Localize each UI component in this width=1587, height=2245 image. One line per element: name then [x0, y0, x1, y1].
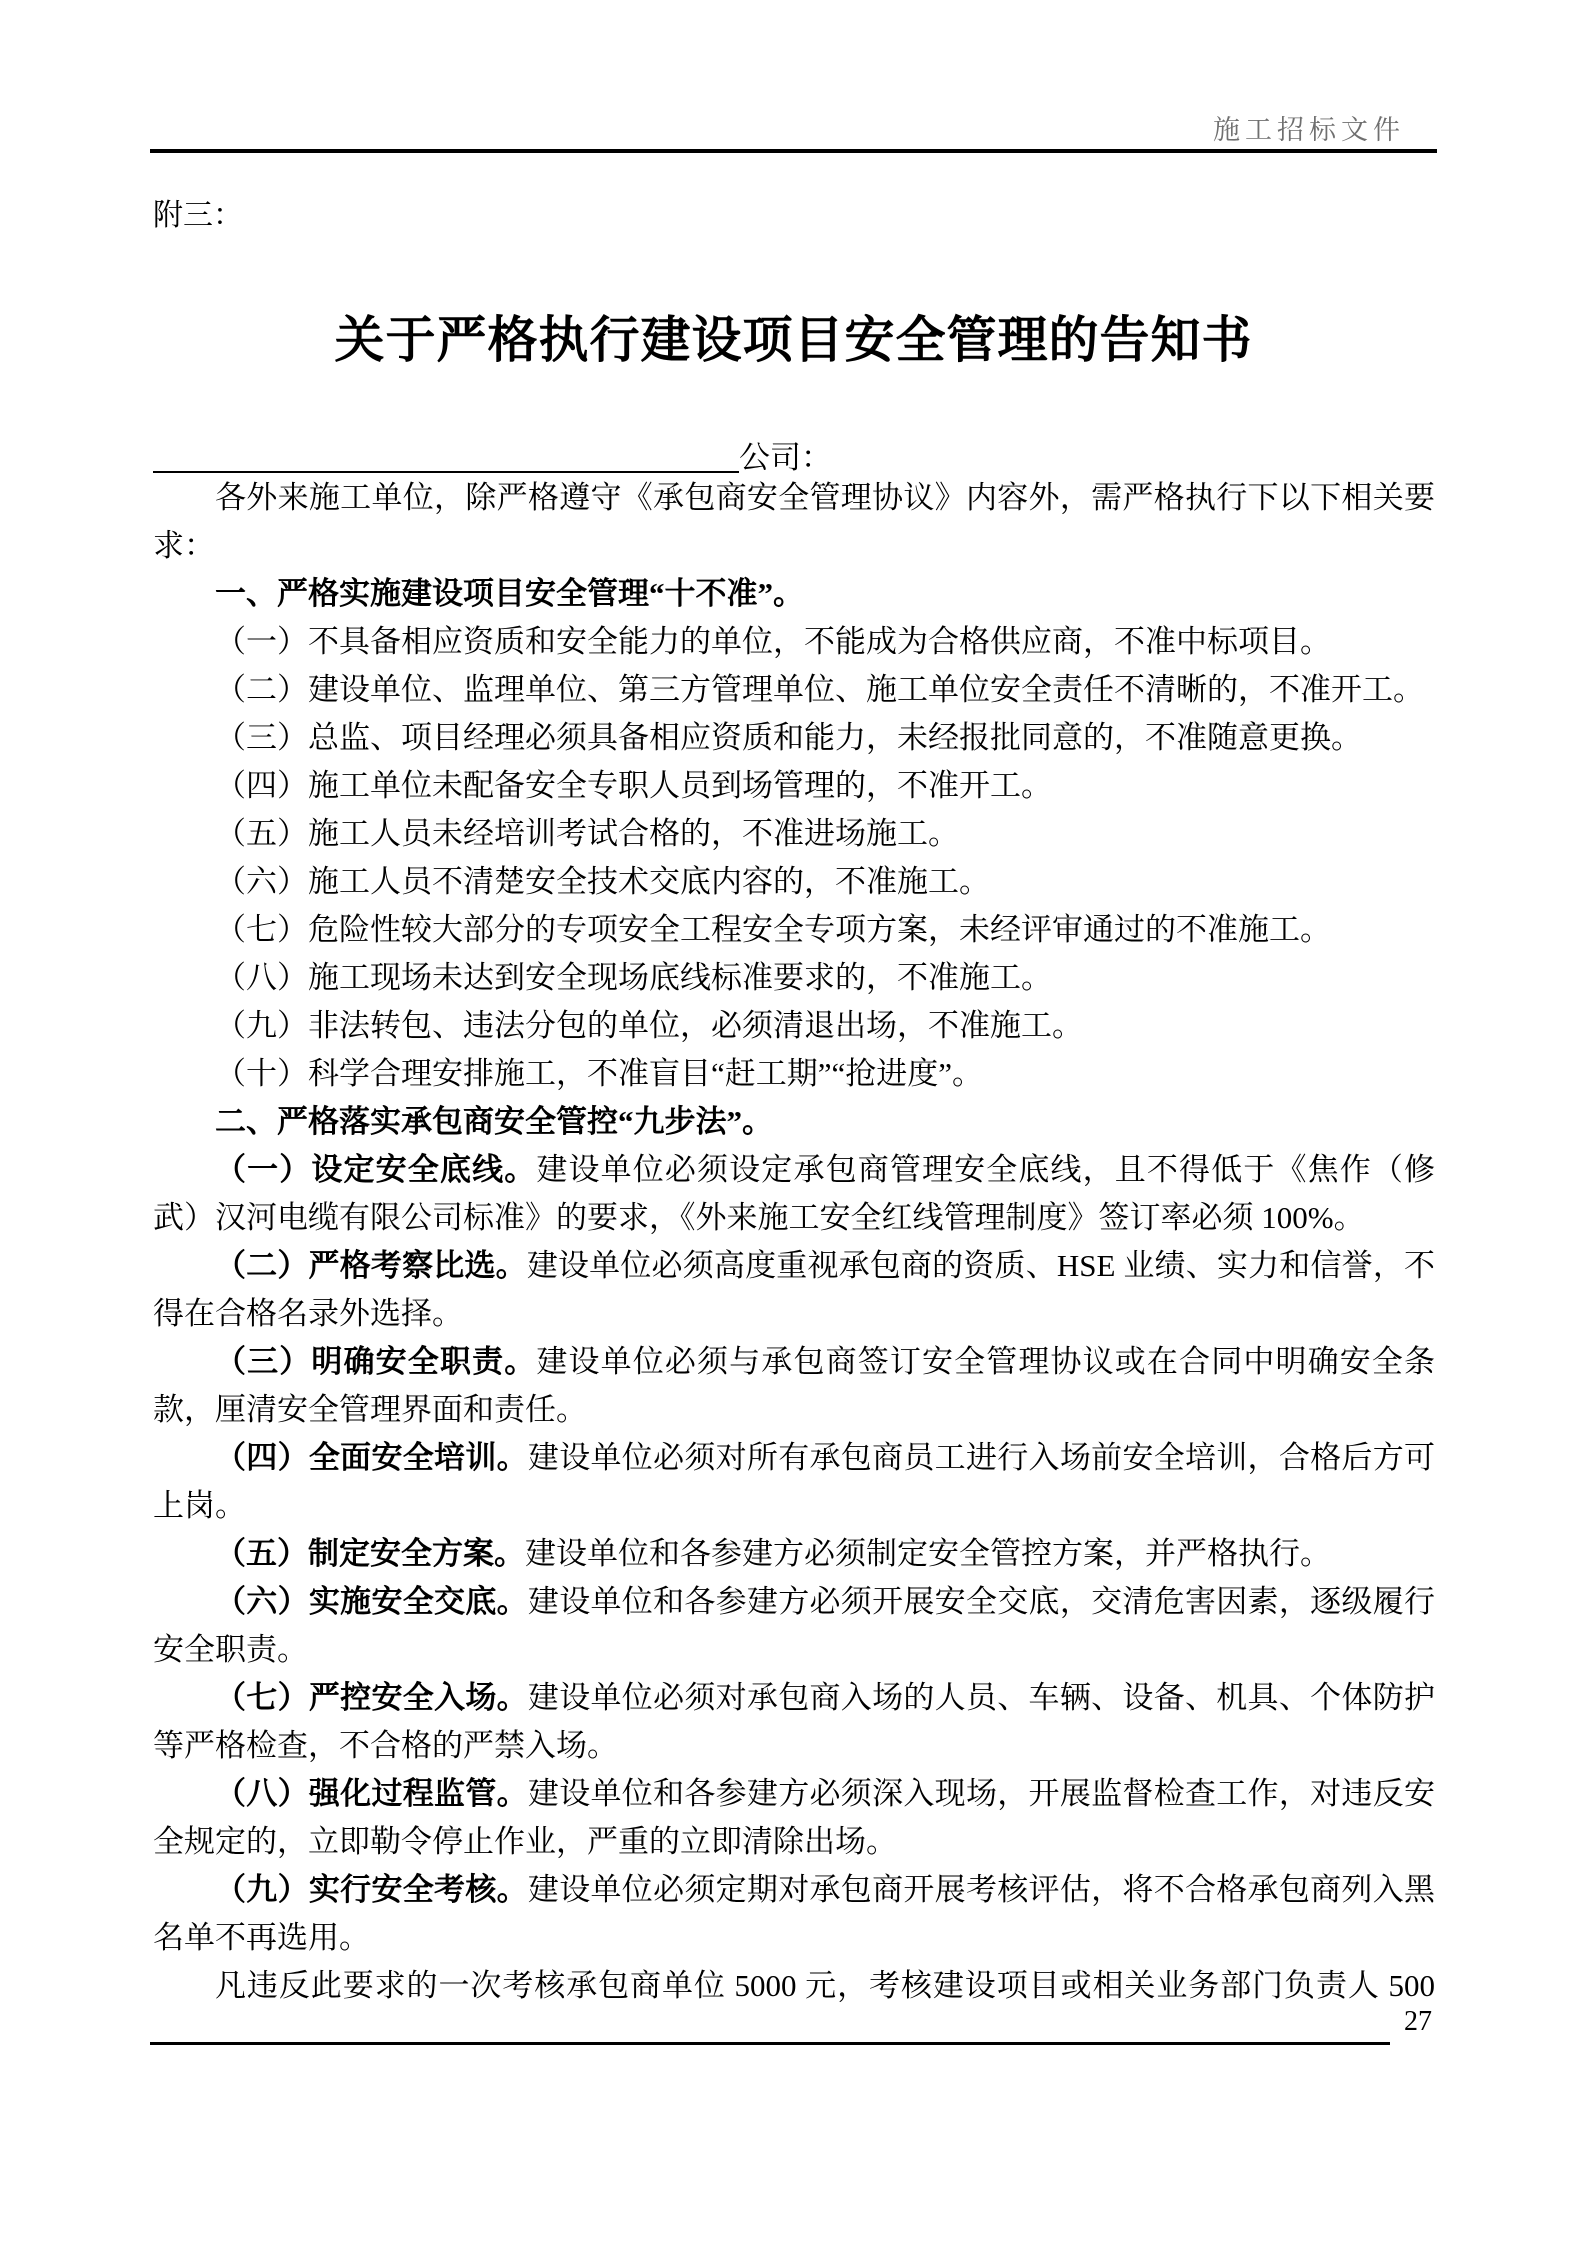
section2-item	[153, 1338, 1435, 1434]
section2-item	[153, 1434, 1435, 1530]
page-number: 27	[1404, 2006, 1432, 2037]
section2-item	[153, 1146, 1435, 1242]
section1-item: （六）施工人员不清楚安全技术交底内容的，不准施工。	[215, 864, 990, 899]
section2-item-body: 建设单位必须与承包商签订安全管理协议或在合同中明确安全条款，厘清安全管理界面和责任。	[153, 1344, 1436, 1427]
section2-item-body: 建设单位和各参建方必须深入现场，开展监督检查工作，对违反安全规定的，立即勒令停止作业，严重的立即清除出场。	[153, 1776, 1436, 1859]
doc-type-label: 施工招标文件	[1213, 115, 1405, 145]
header-rule	[150, 149, 1437, 153]
section2-item-lead: （六）实施安全交底。	[215, 1584, 528, 1619]
section1-item: （三）总监、项目经理必须具备相应资质和能力，未经报批同意的，不准随意更换。	[215, 720, 1362, 755]
page-title: 关于严格执行建设项目安全管理的告知书	[334, 312, 1253, 368]
section2-item-body: 建设单位必须高度重视承包商的资质、HSE 业绩、实力和信誉，不得在合格名录外选择。	[153, 1248, 1436, 1331]
section2-item-lead: （七）严控安全入场。	[215, 1680, 528, 1715]
section2-item-lead: （三）明确安全职责。	[215, 1344, 537, 1379]
footer-rule	[150, 2042, 1390, 2045]
section2-item-body: 建设单位必须设定承包商管理安全底线，且不得低于《焦作（修武）汉河电缆有限公司标准》的要求，《外来施工安全红线管理制度》签订率必须 100%。	[153, 1152, 1436, 1235]
section2-heading: 二、严格落实承包商安全管控“九步法”。	[215, 1104, 773, 1139]
section1-item: （九）非法转包、违法分包的单位，必须清退出场，不准施工。	[215, 1008, 1083, 1043]
section1-item: （一）不具备相应资质和安全能力的单位，不能成为合格供应商，不准中标项目。	[215, 624, 1331, 659]
company-name-blank	[153, 435, 739, 473]
section2-item	[153, 1674, 1435, 1770]
section1-item: （八）施工现场未达到安全现场底线标准要求的，不准施工。	[215, 960, 1052, 995]
section2-item-lead: （二）严格考察比选。	[215, 1248, 527, 1283]
section2-item	[153, 1578, 1435, 1674]
section2-item-lead: （五）制定安全方案。	[215, 1536, 525, 1571]
section2-item	[153, 1866, 1435, 1962]
section2-item	[153, 1770, 1435, 1866]
section2-item-lead: （九）实行安全考核。	[215, 1872, 528, 1907]
salutation-suffix: 公司：	[739, 440, 832, 475]
section1-item: （五）施工人员未经培训考试合格的，不准进场施工。	[215, 816, 959, 851]
closing-paragraph: 凡违反此要求的一次考核承包商单位 5000 元，考核建设项目或相关业务部门负责人 500	[215, 1968, 1435, 2003]
running-header	[150, 108, 1405, 147]
section1-item: （十）科学合理安排施工，不准盲目“赶工期”“抢进度”。	[215, 1056, 984, 1091]
section1-item: （七）危险性较大部分的专项安全工程安全专项方案，未经评审通过的不准施工。	[215, 912, 1331, 947]
section2-item-lead: （四）全面安全培训。	[215, 1440, 528, 1475]
section2-item-lead: （八）强化过程监管。	[215, 1776, 528, 1811]
section1-item: （二）建设单位、监理单位、第三方管理单位、施工单位安全责任不清晰的，不准开工。	[215, 672, 1424, 707]
section2-item	[153, 1242, 1435, 1338]
intro-paragraph: 各外来施工单位，除严格遵守《承包商安全管理协议》内容外，需严格执行下以下相关要求：	[153, 480, 1435, 563]
section2-item-body: 建设单位必须对所有承包商员工进行入场前安全培训，合格后方可上岗。	[153, 1440, 1436, 1523]
section2-item-body: 建设单位和各参建方必须制定安全管控方案，并严格执行。	[525, 1536, 1331, 1571]
section1-heading: 一、严格实施建设项目安全管理“十不准”。	[215, 576, 804, 611]
section2-item-body: 建设单位必须对承包商入场的人员、车辆、设备、机具、个体防护等严格检查，不合格的严禁入场。	[153, 1680, 1436, 1763]
attachment-label: 附三：	[153, 199, 243, 232]
document-body	[153, 474, 1435, 2010]
section2-item	[153, 1530, 1435, 1578]
section2-item-body: 建设单位和各参建方必须开展安全交底，交清危害因素，逐级履行安全职责。	[153, 1584, 1436, 1667]
section2-item-lead: （一）设定安全底线。	[215, 1152, 537, 1187]
section2-item-body: 建设单位必须定期对承包商开展考核评估，将不合格承包商列入黑名单不再选用。	[153, 1872, 1436, 1955]
section1-item: （四）施工单位未配备安全专职人员到场管理的，不准开工。	[215, 768, 1052, 803]
salutation-line	[153, 432, 832, 477]
